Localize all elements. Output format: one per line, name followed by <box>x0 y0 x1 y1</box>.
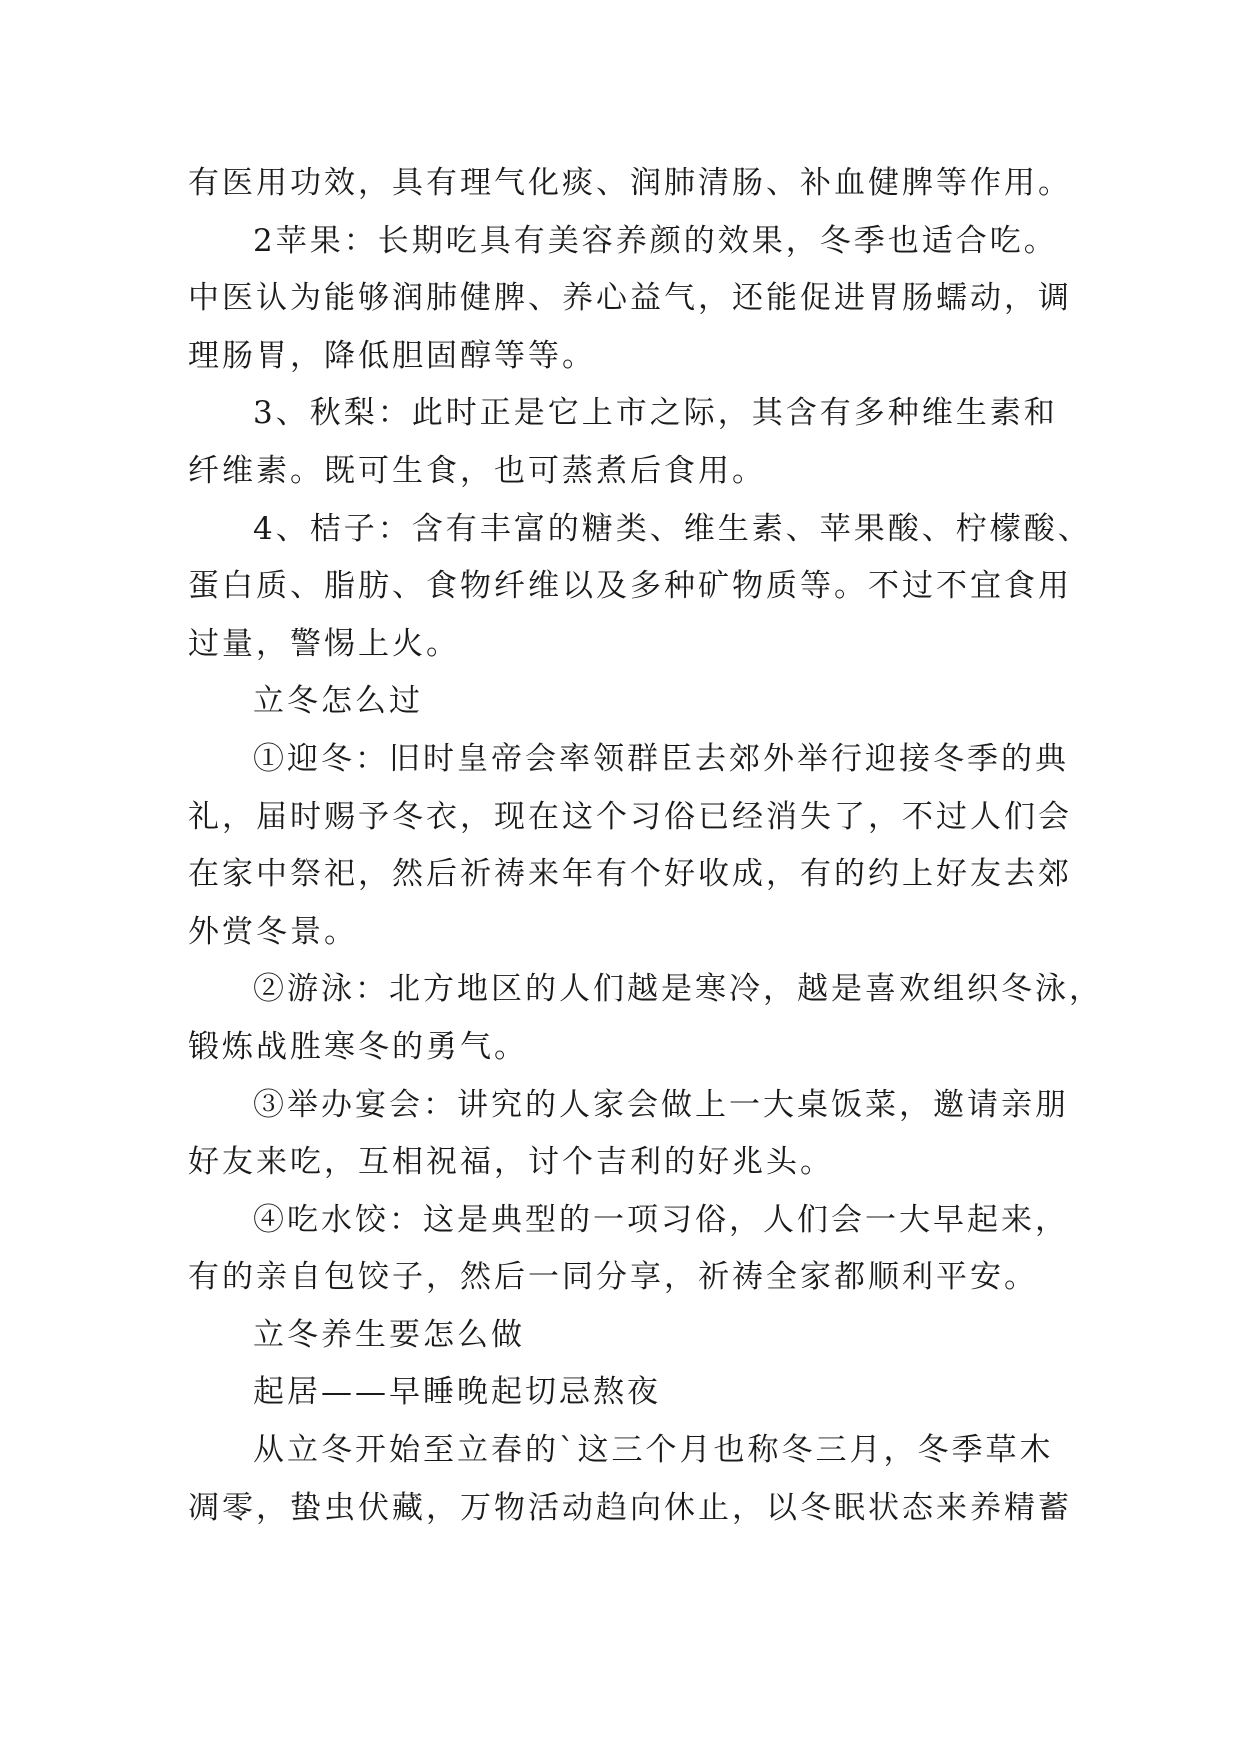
text-line: 从立冬开始至立春的`这三个月也称冬三月，冬季草木 <box>253 1432 1054 1469</box>
text-line: 有的亲自包饺子，然后一同分享，祈祷全家都顺利平安。 <box>188 1259 1038 1296</box>
section-heading: 立冬养生要怎么做 <box>253 1316 525 1353</box>
text-line: 理肠胃，降低胆固醇等等。 <box>188 337 596 374</box>
text-line: ①迎冬：旧时皇帝会率领群臣去郊外举行迎接冬季的典 <box>253 740 1069 777</box>
text-line: 有医用功效，具有理气化痰、润肺清肠、补血健脾等作用。 <box>188 165 1072 201</box>
body-text <box>188 155 1103 1537</box>
text-line: ③举办宴会：讲究的人家会做上一大桌饭菜，邀请亲朋 <box>253 1086 1069 1123</box>
text-line: ②游泳：北方地区的人们越是寒冷，越是喜欢组织冬泳， <box>253 971 1103 1008</box>
text-line: 好友来吃，互相祝福，讨个吉利的好兆头。 <box>188 1144 834 1181</box>
text-line: 蛋白质、脂肪、食物纤维以及多种矿物质等。不过不宜食用 <box>188 568 1072 605</box>
text-line: 锻炼战胜寒冬的勇气。 <box>188 1028 528 1065</box>
text-line: 礼，届时赐予冬衣，现在这个习俗已经消失了，不过人们会 <box>188 798 1072 835</box>
text-line: 4、桔子：含有丰富的糖类、维生素、苹果酸、柠檬酸、 <box>253 510 1092 547</box>
section-heading: 立冬怎么过 <box>253 683 423 720</box>
text-line: 纤维素。既可生食，也可蒸煮后食用。 <box>188 452 766 489</box>
text-line: 中医认为能够润肺健脾、养心益气，还能促进胃肠蠕动，调 <box>188 280 1072 317</box>
text-line: 凋零，蛰虫伏藏，万物活动趋向休止，以冬眠状态来养精蓄 <box>188 1489 1072 1526</box>
text-line: 过量，警惕上火。 <box>188 625 460 662</box>
subsection-heading: 起居——早睡晚起切忌熬夜 <box>253 1374 661 1411</box>
text-line: 外赏冬景。 <box>188 913 358 950</box>
text-line: 2苹果：长期吃具有美容养颜的效果，冬季也适合吃。 <box>253 222 1058 259</box>
text-line: ④吃水饺：这是典型的一项习俗，人们会一大早起来， <box>253 1201 1069 1238</box>
text-line: 3、秋梨：此时正是它上市之际，其含有多种维生素和 <box>253 395 1058 432</box>
text-line: 在家中祭祀，然后祈祷来年有个好收成，有的约上好友去郊 <box>188 856 1072 893</box>
